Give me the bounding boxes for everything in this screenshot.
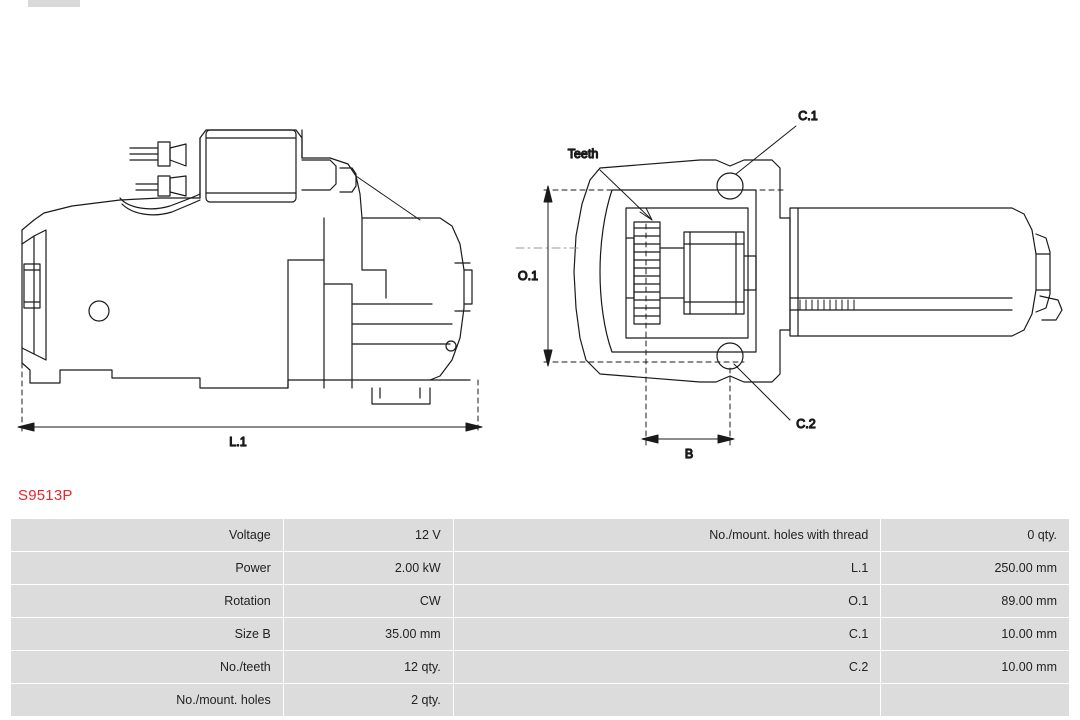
spec-value: 10.00 mm [881, 651, 1070, 684]
spec-label-empty [453, 684, 881, 717]
label-size-b: B [684, 447, 694, 461]
spec-label: L.1 [453, 552, 881, 585]
spec-label: O.1 [453, 585, 881, 618]
mount-hole-c1 [717, 173, 743, 199]
spec-label: No./mount. holes [11, 684, 284, 717]
spec-label: Voltage [11, 519, 284, 552]
spec-value: 12 qty. [283, 651, 453, 684]
table-row [11, 618, 1070, 651]
mount-hole-c2 [717, 343, 743, 369]
spec-value: 2 qty. [283, 684, 453, 717]
table-row [11, 585, 1070, 618]
spec-label: C.2 [453, 651, 881, 684]
spec-label: Rotation [11, 585, 284, 618]
spec-label: No./mount. holes with thread [453, 519, 881, 552]
spec-label: C.1 [453, 618, 881, 651]
starter-side-view-group [18, 130, 482, 433]
spec-label: Size B [11, 618, 284, 651]
specifications-table [10, 518, 1070, 717]
table-row [11, 552, 1070, 585]
table-row [11, 519, 1070, 552]
spec-value: 10.00 mm [881, 618, 1070, 651]
spec-value: 0 qty. [881, 519, 1070, 552]
part-number: S9513P [18, 487, 73, 504]
spec-value: 2.00 kW [283, 552, 453, 585]
table-row [11, 651, 1070, 684]
top-grey-tab [28, 0, 80, 7]
technical-drawing [0, 8, 1080, 468]
table-row [11, 684, 1070, 717]
label-hole-c1: C.1 [798, 109, 818, 123]
label-hole-c2: C.2 [796, 417, 816, 431]
spec-value: 89.00 mm [881, 585, 1070, 618]
label-offset: O.1 [517, 269, 539, 283]
label-teeth: Teeth [567, 147, 599, 161]
label-length: L.1 [229, 435, 247, 449]
starter-end-view-group [516, 126, 1062, 446]
spec-label: No./teeth [11, 651, 284, 684]
spec-value: 250.00 mm [881, 552, 1070, 585]
spec-value: CW [283, 585, 453, 618]
spec-label: Power [11, 552, 284, 585]
spec-value-empty [881, 684, 1070, 717]
spec-value: 12 V [283, 519, 453, 552]
spec-value: 35.00 mm [283, 618, 453, 651]
